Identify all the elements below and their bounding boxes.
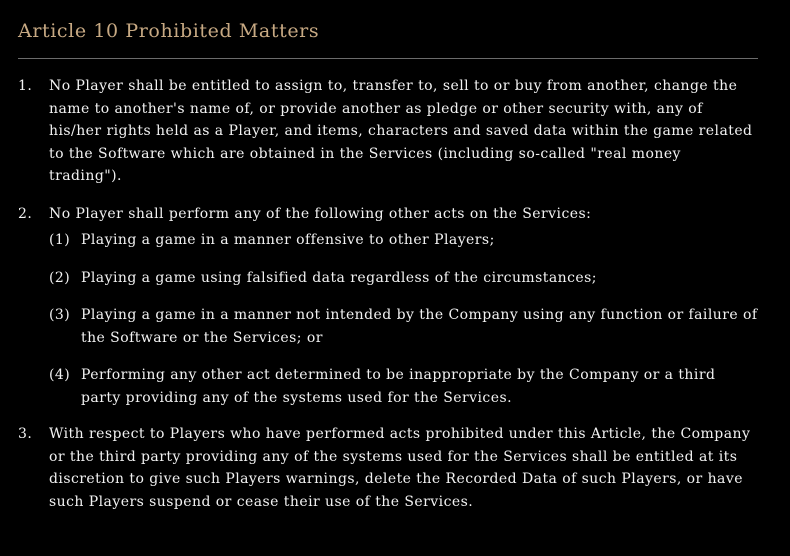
clause-1 bbox=[18, 75, 758, 188]
sub-item-4 bbox=[49, 364, 758, 409]
sub-item-2 bbox=[49, 267, 758, 290]
clause-2 bbox=[18, 203, 758, 410]
sub-item-number: (4) bbox=[49, 367, 71, 383]
clause-text: With respect to Players who have performed acts prohibited under this Article, the Company or the third party providing any of the systems used for the Services shall be entitled at its discretion to give such Players warnings, delete the Recorded Data of such Players, or have such Players suspend or cease their use of the Services. bbox=[49, 426, 751, 510]
clause-text: No Player shall perform any of the following other acts on the Services: bbox=[49, 205, 592, 222]
sub-item-text: Playing a game using falsified data regardless of the circumstances; bbox=[81, 269, 597, 286]
sub-item-number: (1) bbox=[49, 232, 71, 248]
clause-number: 1. bbox=[18, 78, 33, 94]
article-section bbox=[18, 0, 758, 513]
sub-item-text: Playing a game in a manner not intended by the Company using any function or failure of the Software or the Services; or bbox=[81, 307, 758, 346]
clause-text: No Player shall be entitled to assign to, transfer to, sell to or buy from another, change the name to another's name of, or provide another as pledge or other security with, any of his/her rights held as a Player, and items, characters and saved data within the game related to the Software which are obtained in the Services (including so-called "real money trading"). bbox=[49, 78, 753, 184]
sub-item-3 bbox=[49, 304, 758, 349]
sub-item-number: (3) bbox=[49, 307, 71, 323]
sub-item-text: Performing any other act determined to be inappropriate by the Company or a third party providing any of the systems used for the Services. bbox=[81, 367, 716, 406]
sub-item-number: (2) bbox=[49, 269, 71, 286]
title-divider bbox=[18, 58, 758, 59]
clause-number: 2. bbox=[18, 205, 33, 222]
sub-item-text: Playing a game in a manner offensive to other Players; bbox=[81, 232, 495, 248]
sub-item-list bbox=[49, 229, 758, 409]
clause-number: 3. bbox=[18, 426, 33, 442]
article-title: Article 10 Prohibited Matters bbox=[18, 20, 320, 42]
clause-3 bbox=[18, 423, 758, 513]
sub-item-1 bbox=[49, 229, 758, 252]
